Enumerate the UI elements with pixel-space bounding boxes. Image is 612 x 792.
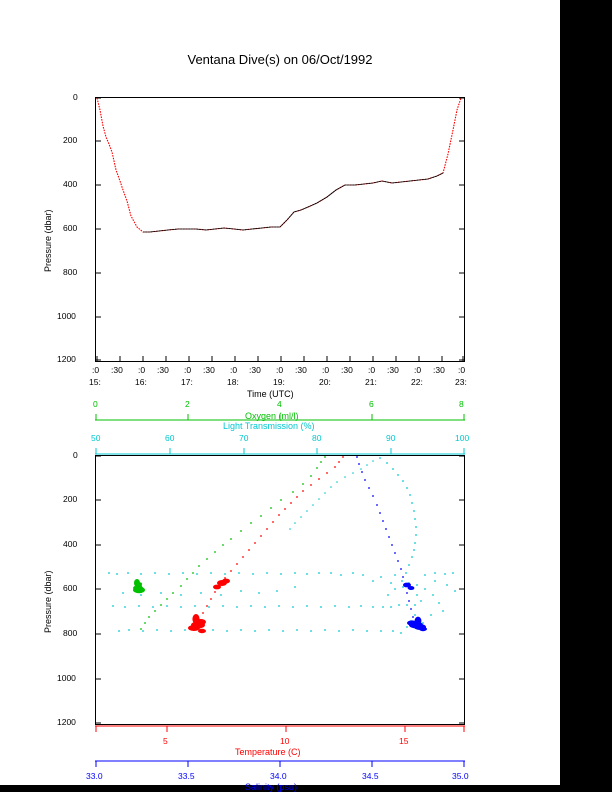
- p1-xtick-h15: 15:: [89, 377, 101, 387]
- p1-ytick-200: 200: [63, 135, 78, 145]
- oxygen-axis-label: Oxygen (ml/l): [245, 411, 299, 421]
- p1-yaxis-label: Pressure (dbar): [43, 209, 53, 272]
- salinity-axis-label: Salinity (psu): [245, 782, 298, 792]
- p1-xtick-t6: :0: [230, 365, 238, 375]
- p1-xtick-t3: :30: [157, 365, 169, 375]
- p1-xtick-t5: :30: [203, 365, 215, 375]
- temp-tick-5: 5: [163, 736, 168, 746]
- p1-ytick-1200: 1200: [57, 354, 76, 364]
- p1-xtick-t2: :0: [138, 365, 146, 375]
- lt-tick-50: 50: [91, 433, 101, 443]
- o2-tick-8: 8: [459, 399, 464, 409]
- p1-xaxis-label: Time (UTC): [247, 389, 294, 399]
- o2-tick-6: 6: [369, 399, 374, 409]
- sal-tick-350: 35.0: [452, 771, 469, 781]
- temp-tick-10: 10: [280, 736, 290, 746]
- p2-ytick-600: 600: [63, 583, 78, 593]
- lt-tick-70: 70: [239, 433, 249, 443]
- temperature-axis-label: Temperature (C): [235, 747, 301, 757]
- p1-xtick-t8: :0: [276, 365, 284, 375]
- p1-ytick-0: 0: [73, 92, 78, 102]
- p1-xtick-t9: :30: [295, 365, 307, 375]
- p1-xtick-h19: 19:: [273, 377, 285, 387]
- light-transmission-axis-label: Light Transmission (%): [223, 421, 315, 431]
- p1-ytick-1000: 1000: [57, 311, 76, 321]
- p1-xtick-h23: 23:: [455, 377, 467, 387]
- salinity-axis: [95, 760, 465, 770]
- p1-xtick-h20: 20:: [319, 377, 331, 387]
- sal-tick-345: 34.5: [362, 771, 379, 781]
- temperature-axis: [95, 725, 465, 735]
- o2-tick-2: 2: [185, 399, 190, 409]
- p1-xtick-t1: :30: [111, 365, 123, 375]
- p1-ytick-800: 800: [63, 267, 78, 277]
- sal-tick-335: 33.5: [178, 771, 195, 781]
- p1-xtick-t0: :0: [92, 365, 100, 375]
- p1-xtick-t15: :30: [433, 365, 445, 375]
- p2-yaxis-label: Pressure (dbar): [43, 570, 53, 633]
- profiles-pressure-plot: [43, 399, 470, 792]
- p1-xtick-t4: :0: [184, 365, 192, 375]
- p1-xtick-t7: :30: [249, 365, 261, 375]
- p2-ytick-400: 400: [63, 539, 78, 549]
- sal-tick-340: 34.0: [270, 771, 287, 781]
- p1-xtick-t11: :30: [341, 365, 353, 375]
- p1-xtick-h17: 17:: [181, 377, 193, 387]
- p1-xtick-h21: 21:: [365, 377, 377, 387]
- p2-ytick-1000: 1000: [57, 673, 76, 683]
- panel2-frame: [95, 455, 465, 725]
- sal-tick-330: 33.0: [86, 771, 103, 781]
- p1-ytick-400: 400: [63, 179, 78, 189]
- p2-ytick-800: 800: [63, 628, 78, 638]
- pressure-time-plot: [43, 92, 467, 399]
- lt-tick-80: 80: [312, 433, 322, 443]
- light-transmission-axis: [95, 445, 465, 455]
- p2-ytick-200: 200: [63, 494, 78, 504]
- p1-ytick-600: 600: [63, 223, 78, 233]
- temp-tick-15: 15: [399, 736, 409, 746]
- p1-xtick-t13: :30: [387, 365, 399, 375]
- p1-xtick-t14: :0: [414, 365, 422, 375]
- p1-xtick-h18: 18:: [227, 377, 239, 387]
- p1-xtick-h22: 22:: [411, 377, 423, 387]
- p2-ytick-1200: 1200: [57, 717, 76, 727]
- lt-tick-90: 90: [386, 433, 396, 443]
- o2-tick-0: 0: [93, 399, 98, 409]
- lt-tick-100: 100: [455, 433, 470, 443]
- p2-ytick-0: 0: [73, 450, 78, 460]
- page-title: Ventana Dive(s) on 06/Oct/1992: [187, 52, 373, 67]
- lt-tick-60: 60: [165, 433, 175, 443]
- p1-xtick-t16: :0: [458, 365, 466, 375]
- p1-xtick-t10: :0: [322, 365, 330, 375]
- panel1-frame: [95, 97, 465, 362]
- p1-xtick-t12: :0: [368, 365, 376, 375]
- o2-tick-4: 4: [277, 399, 282, 409]
- p1-xtick-h16: 16:: [135, 377, 147, 387]
